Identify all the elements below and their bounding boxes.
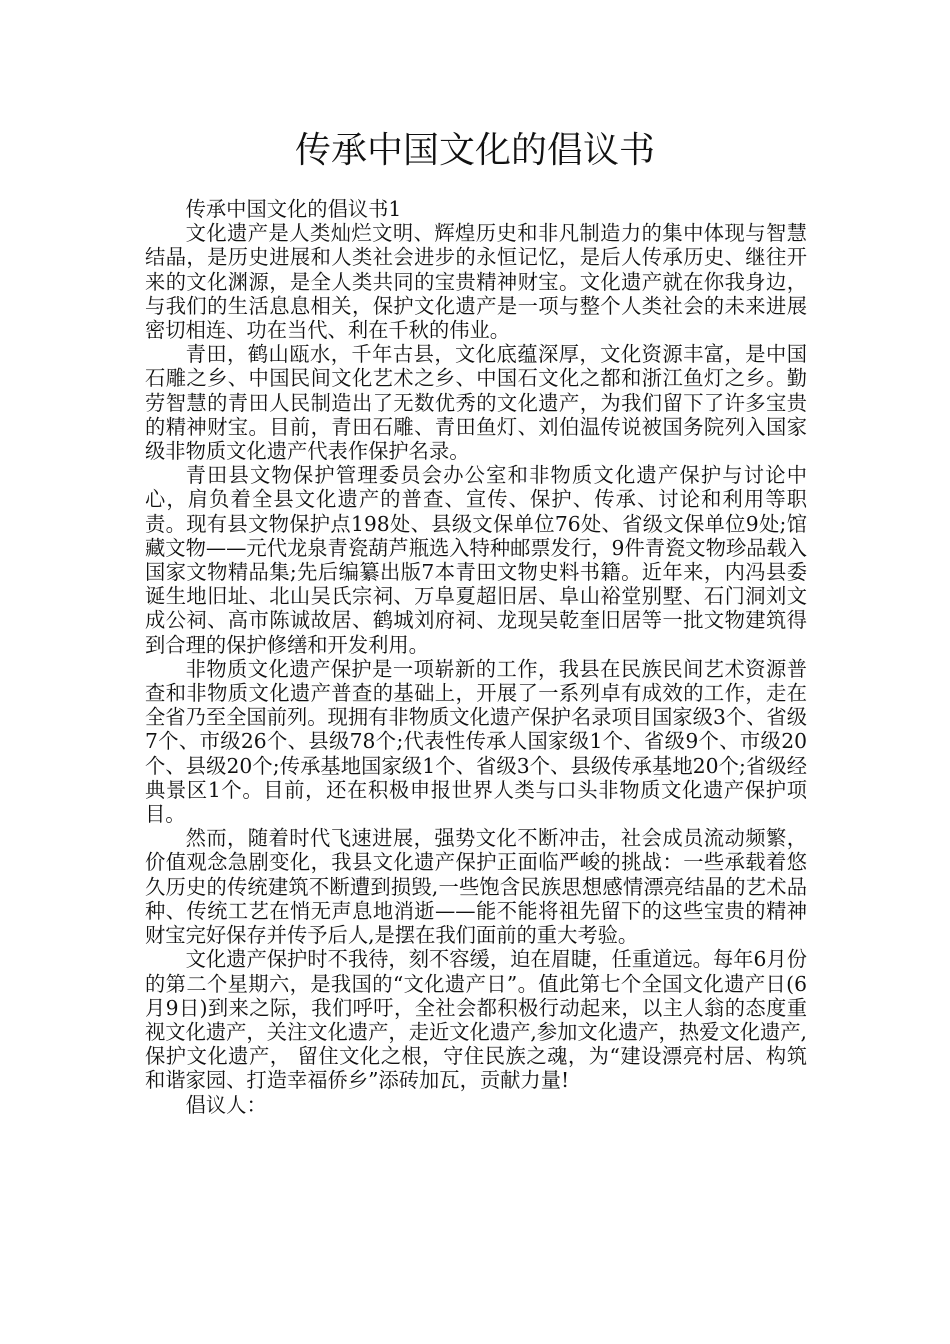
document-title: 传承中国文化的倡议书 xyxy=(294,130,655,171)
paragraph-5: 然而，随着时代飞速进展，强势文化不断冲击，社会成员流动频繁，价值观念急剧变化，我县文化遗产保护正面临严峻的挑战：一些承载着悠久历史的传统建筑不断遭到损毁,一些饱含民族思想感情漂亮结晶的艺术品种、传统工艺在悄无声息地消逝——能不能将祖先留下的这些宝贵的精神财宝完好保存并传予后人,是摆在我们面前的重大考验。 xyxy=(145,826,807,948)
paragraph-1: 文化遗产是人类灿烂文明、辉煌历史和非凡制造力的集中体现与智慧结晶，是历史进展和人类社会进步的永恒记忆，是后人传承历史、继往开来的文化渊源，是全人类共同的宝贵精神财宝。文化遗产就在你我身边，与我们的生活息息相关，保护文化遗产是一项与整个人类社会的未来进展密切相连、功在当代、利在千秋的伟业。 xyxy=(145,221,807,343)
paragraph-2: 青田，鹤山瓯水，千年古县，文化底蕴深厚，文化资源丰富，是中国石雕之乡、中国民间文化艺术之乡、中国石文化之都和浙江鱼灯之乡。勤劳智慧的青田人民制造出了无数优秀的文化遗产，为我们留下了许多宝贵的精神财宝。目前，青田石雕、青田鱼灯、刘伯温传说被国务院列入国家级非物质文化遗产代表作保护名录。 xyxy=(145,342,807,464)
paragraph-6: 文化遗产保护时不我待，刻不容缓，迫在眉睫，任重道远。每年6月份的第二个星期六，是我国的“文化遗产日”。值此第七个全国文化遗产日(6月9日)到来之际，我们呼吁，全社会都积极行动起来，以主人翁的态度重视文化遗产，关注文化遗产，走近文化遗产,参加文化遗产，热爱文化遗产,保护文化遗产， 留住文化之根，守住民族之魂，为“建设漂亮村居、构筑和谐家园、打造幸福侨乡”添砖加瓦，贡献力量! xyxy=(145,947,807,1093)
paragraph-3: 青田县文物保护管理委员会办公室和非物质文化遗产保护与讨论中心，肩负着全县文化遗产的普查、宣传、保护、传承、讨论和利用等职责。现有县文物保护点198处、县级文保单位76处、省级文保单位9处;馆藏文物——元代龙泉青瓷葫芦瓶选入特种邮票发行，9件青瓷文物珍品载入国家文物精品集;先后编纂出版7本青田文物史料书籍。近年来，内冯县委诞生地旧址、北山吴氏宗祠、万阜夏超旧居、阜山裕堂别墅、石门洞刘文成公祠、高市陈诚故居、鹤城刘府祠、龙现吴乾奎旧居等一批文物建筑得到合理的保护修缮和开发利用。 xyxy=(145,463,807,657)
document-body xyxy=(145,197,807,1117)
paragraph-4: 非物质文化遗产保护是一项崭新的工作，我县在民族民间艺术资源普查和非物质文化遗产普查的基础上，开展了一系列卓有成效的工作，走在全省乃至全国前列。现拥有非物质文化遗产保护名录项目国家级3个、省级7个、市级26个、县级78个;代表性传承人国家级1个、省级9个、市级20个、县级20个;传承基地国家级1个、省级3个、县级传承基地20个;省级经典景区1个。目前，还在积极申报世界人类与口头非物质文化遗产保护项目。 xyxy=(145,656,807,827)
closing-signature: 倡议人： xyxy=(185,1092,267,1117)
document-subtitle: 传承中国文化的倡议书1 xyxy=(185,197,402,221)
